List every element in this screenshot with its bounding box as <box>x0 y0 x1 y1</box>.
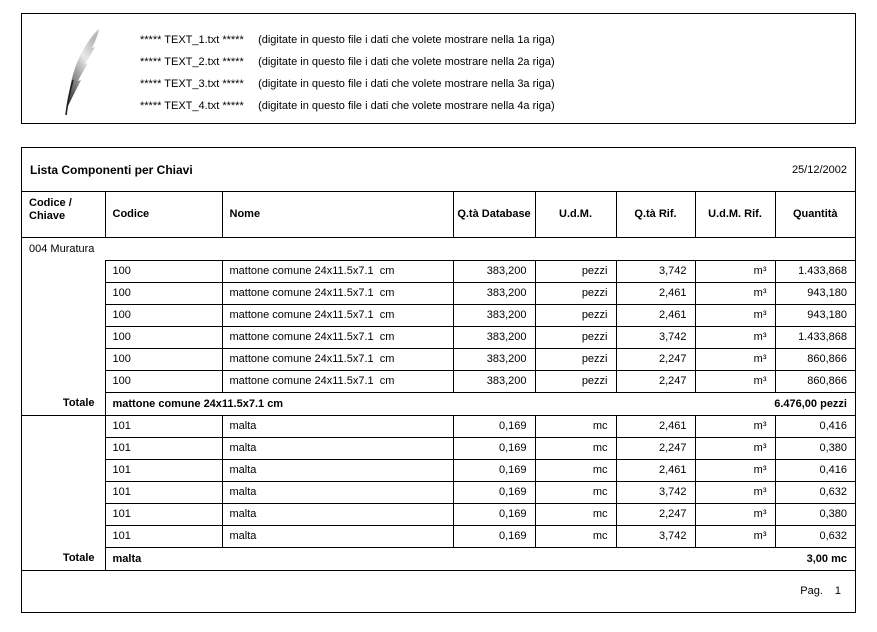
page-label: Pag. <box>800 585 823 598</box>
table-row <box>22 415 855 437</box>
header-text-row <box>140 95 555 117</box>
table-row <box>22 525 855 547</box>
cell-nome: mattone comune 24x11.5x7.1 cm <box>222 348 453 370</box>
page-footer <box>22 571 855 613</box>
cell-udm-rif: m³ <box>695 370 775 392</box>
cell-codice: 100 <box>105 348 222 370</box>
cell-nome: malta <box>222 481 453 503</box>
quill-feather-icon <box>55 26 111 118</box>
cell-udm: pezzi <box>535 304 616 326</box>
cell-qta-rif: 2,461 <box>616 415 695 437</box>
cell-udm-rif: m³ <box>695 304 775 326</box>
cell-quantita: 0,416 <box>775 459 855 481</box>
text-file-description: (digitate in questo file i dati che volete mostrare nella 3a riga) <box>258 78 555 90</box>
cell-quantita: 0,632 <box>775 525 855 547</box>
cell-codice: 100 <box>105 282 222 304</box>
total-value: 3,00 mc <box>806 552 847 565</box>
text-file-name: ***** TEXT_2.txt ***** <box>140 56 244 68</box>
cell-udm: pezzi <box>535 370 616 392</box>
group-label: 004 Muratura <box>29 242 95 255</box>
table-row <box>22 437 855 459</box>
cell-key-spacer <box>22 260 105 282</box>
cell-quantita: 0,416 <box>775 415 855 437</box>
total-body <box>105 547 855 570</box>
cell-codice: 101 <box>105 525 222 547</box>
cell-qta-database: 0,169 <box>453 437 535 459</box>
cell-qta-rif: 2,461 <box>616 459 695 481</box>
header-text-row <box>140 51 555 73</box>
column-header-qta-rif: Q.tà Rif. <box>616 192 695 237</box>
cell-udm-rif: m³ <box>695 503 775 525</box>
column-header-codice: Codice <box>105 192 222 237</box>
cell-qta-rif: 2,247 <box>616 503 695 525</box>
cell-quantita: 0,632 <box>775 481 855 503</box>
cell-qta-rif: 2,247 <box>616 348 695 370</box>
cell-udm-rif: m³ <box>695 348 775 370</box>
cell-udm: pezzi <box>535 348 616 370</box>
total-label: Totale <box>22 392 105 415</box>
table-row <box>22 326 855 348</box>
cell-key-spacer <box>22 304 105 326</box>
text-file-name: ***** TEXT_1.txt ***** <box>140 34 244 46</box>
cell-qta-rif: 3,742 <box>616 260 695 282</box>
column-header-codice-chiave <box>22 192 105 237</box>
column-header-udm-rif: U.d.M. Rif. <box>695 192 775 237</box>
cell-udm: pezzi <box>535 260 616 282</box>
cell-quantita: 1.433,868 <box>775 326 855 348</box>
cell-codice: 101 <box>105 459 222 481</box>
cell-nome: malta <box>222 415 453 437</box>
cell-key-spacer <box>22 459 105 481</box>
cell-udm: mc <box>535 459 616 481</box>
cell-quantita: 1.433,868 <box>775 260 855 282</box>
cell-codice: 101 <box>105 415 222 437</box>
table-row <box>22 348 855 370</box>
cell-quantita: 0,380 <box>775 503 855 525</box>
cell-qta-rif: 2,461 <box>616 304 695 326</box>
text-file-description: (digitate in questo file i dati che volete mostrare nella 2a riga) <box>258 56 555 68</box>
column-header-line: Chiave <box>29 210 66 222</box>
cell-key-spacer <box>22 525 105 547</box>
cell-nome: mattone comune 24x11.5x7.1 cm <box>222 282 453 304</box>
cell-quantita: 860,866 <box>775 370 855 392</box>
cell-qta-database: 383,200 <box>453 304 535 326</box>
cell-udm-rif: m³ <box>695 437 775 459</box>
cell-key-spacer <box>22 348 105 370</box>
cell-qta-rif: 2,247 <box>616 370 695 392</box>
text-file-description: (digitate in questo file i dati che volete mostrare nella 4a riga) <box>258 100 555 112</box>
cell-udm-rif: m³ <box>695 415 775 437</box>
column-header-quantita: Quantità <box>775 192 855 237</box>
page-title: Lista Componenti per Chiavi <box>30 162 193 177</box>
total-content <box>106 393 856 415</box>
cell-key-spacer <box>22 326 105 348</box>
cell-quantita: 943,180 <box>775 282 855 304</box>
cell-key-spacer <box>22 370 105 392</box>
cell-codice: 101 <box>105 503 222 525</box>
cell-udm: pezzi <box>535 326 616 348</box>
cell-qta-rif: 3,742 <box>616 326 695 348</box>
total-name: mattone comune 24x11.5x7.1 cm <box>112 397 284 410</box>
cell-quantita: 943,180 <box>775 304 855 326</box>
table-row <box>22 282 855 304</box>
cell-qta-database: 383,200 <box>453 326 535 348</box>
text-file-name: ***** TEXT_3.txt ***** <box>140 78 244 90</box>
total-value: 6.476,00 pezzi <box>774 397 847 410</box>
cell-qta-database: 0,169 <box>453 415 535 437</box>
cell-qta-rif: 3,742 <box>616 481 695 503</box>
report-title-row <box>22 148 855 192</box>
text-file-name: ***** TEXT_4.txt ***** <box>140 100 244 112</box>
components-table <box>22 192 855 571</box>
total-row <box>22 547 855 570</box>
cell-nome: malta <box>222 459 453 481</box>
cell-codice: 100 <box>105 260 222 282</box>
column-header-nome: Nome <box>222 192 453 237</box>
header-text-row <box>140 29 555 51</box>
total-body <box>105 392 855 415</box>
cell-udm: mc <box>535 525 616 547</box>
table-row <box>22 503 855 525</box>
cell-qta-database: 0,169 <box>453 459 535 481</box>
cell-nome: mattone comune 24x11.5x7.1 cm <box>222 260 453 282</box>
cell-nome: mattone comune 24x11.5x7.1 cm <box>222 326 453 348</box>
cell-codice: 101 <box>105 481 222 503</box>
cell-qta-database: 0,169 <box>453 503 535 525</box>
cell-udm: mc <box>535 503 616 525</box>
cell-key-spacer <box>22 481 105 503</box>
cell-qta-rif: 2,461 <box>616 282 695 304</box>
group-row <box>22 237 855 260</box>
cell-key-spacer <box>22 437 105 459</box>
table-header <box>22 192 855 237</box>
text-file-description: (digitate in questo file i dati che volete mostrare nella 1a riga) <box>258 34 555 46</box>
cell-qta-database: 383,200 <box>453 370 535 392</box>
table-body <box>22 237 855 570</box>
total-name: malta <box>112 552 142 565</box>
cell-nome: mattone comune 24x11.5x7.1 cm <box>222 370 453 392</box>
cell-quantita: 860,866 <box>775 348 855 370</box>
total-content <box>106 548 856 570</box>
cell-nome: malta <box>222 437 453 459</box>
column-header-qta-database: Q.tà Database <box>453 192 535 237</box>
cell-key-spacer <box>22 503 105 525</box>
header-text-rows <box>140 29 555 117</box>
cell-qta-rif: 3,742 <box>616 525 695 547</box>
cell-codice: 100 <box>105 370 222 392</box>
cell-codice: 101 <box>105 437 222 459</box>
cell-key-spacer <box>22 282 105 304</box>
cell-codice: 100 <box>105 304 222 326</box>
cell-qta-database: 383,200 <box>453 260 535 282</box>
table-row <box>22 481 855 503</box>
cell-nome: mattone comune 24x11.5x7.1 cm <box>222 304 453 326</box>
cell-udm: pezzi <box>535 282 616 304</box>
report-body-box <box>21 147 856 613</box>
report-header-box <box>21 13 856 124</box>
page-number: 1 <box>834 585 841 598</box>
cell-key-spacer <box>22 415 105 437</box>
column-header-line: Codice / <box>29 197 72 209</box>
total-row <box>22 392 855 415</box>
cell-nome: malta <box>222 503 453 525</box>
cell-qta-database: 383,200 <box>453 348 535 370</box>
report-date: 25/12/2002 <box>791 163 847 176</box>
table-row <box>22 304 855 326</box>
cell-udm-rif: m³ <box>695 260 775 282</box>
cell-udm-rif: m³ <box>695 525 775 547</box>
cell-qta-database: 383,200 <box>453 282 535 304</box>
cell-nome: malta <box>222 525 453 547</box>
cell-codice: 100 <box>105 326 222 348</box>
cell-udm: mc <box>535 415 616 437</box>
cell-quantita: 0,380 <box>775 437 855 459</box>
cell-udm-rif: m³ <box>695 282 775 304</box>
table-row <box>22 459 855 481</box>
cell-qta-database: 0,169 <box>453 481 535 503</box>
cell-udm-rif: m³ <box>695 459 775 481</box>
cell-udm-rif: m³ <box>695 481 775 503</box>
header-text-row <box>140 73 555 95</box>
cell-udm: mc <box>535 481 616 503</box>
column-header-udm: U.d.M. <box>535 192 616 237</box>
table-row <box>22 370 855 392</box>
total-label: Totale <box>22 547 105 570</box>
cell-udm-rif: m³ <box>695 326 775 348</box>
cell-qta-rif: 2,247 <box>616 437 695 459</box>
cell-udm: mc <box>535 437 616 459</box>
cell-qta-database: 0,169 <box>453 525 535 547</box>
table-row <box>22 260 855 282</box>
